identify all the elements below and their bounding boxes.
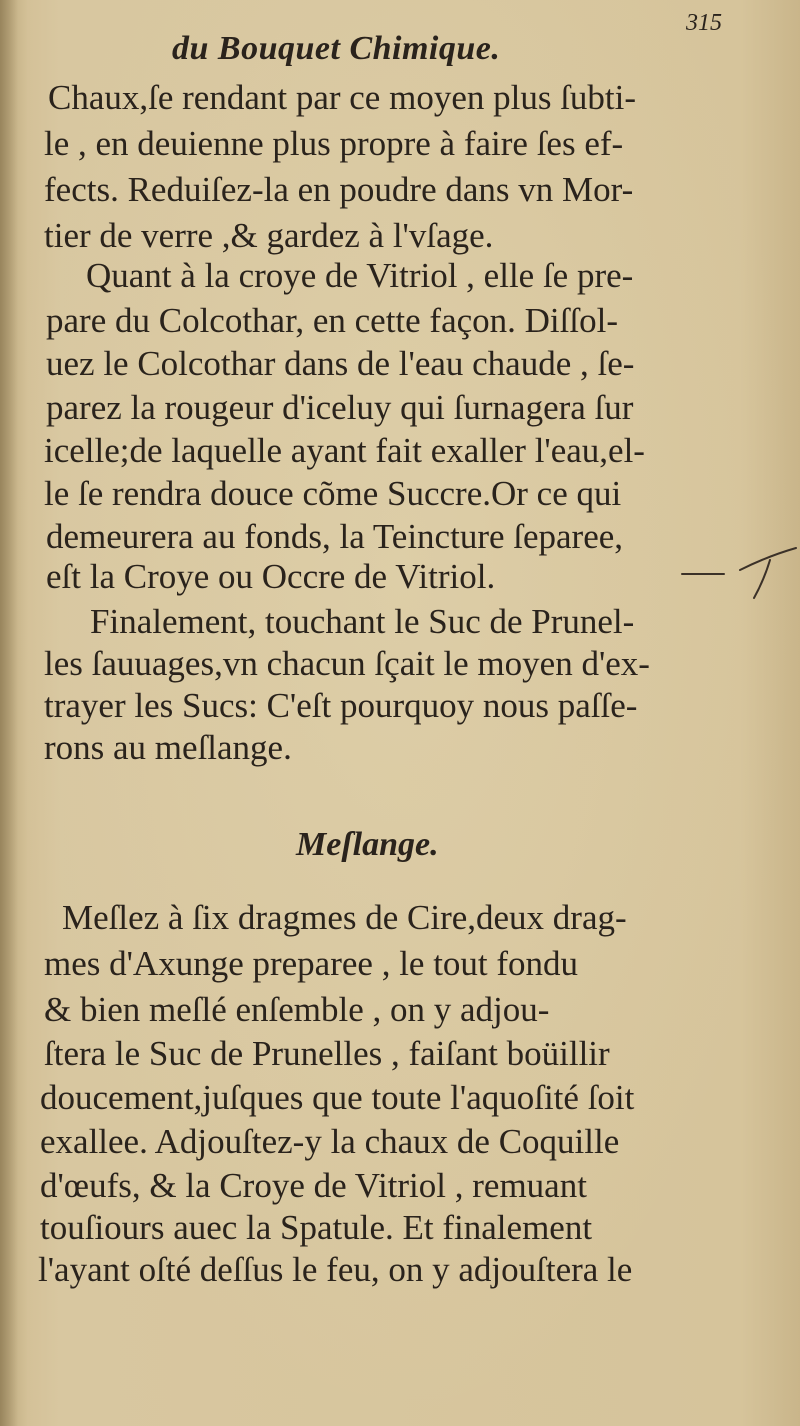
text-line: tier de verre ,& gardez à l'vſage. — [44, 216, 494, 255]
text-line: touſiours auec la Spatule. Et finalement — [40, 1208, 593, 1247]
text-line: Chaux,ſe rendant par ce moyen plus ſubti- — [48, 78, 637, 117]
text-line: fects. Reduiſez-la en poudre dans vn Mor- — [44, 170, 634, 209]
running-head: du Bouquet Chimique. — [172, 30, 501, 67]
text-line: doucement,juſques que toute l'aquoſité ſoit — [40, 1078, 635, 1117]
text-line: le ſe rendra douce cõme Succre.Or ce qui — [44, 474, 622, 513]
text-line: rons au meſlange. — [44, 728, 292, 767]
text-line: mes d'Axunge preparee , le tout fondu — [44, 944, 579, 983]
text-line: le , en deuienne plus propre à faire ſes ef- — [44, 124, 624, 163]
text-line: & bien meſlé enſemble , on y adjou- — [44, 990, 550, 1029]
text-line: d'œufs, & la Croye de Vitriol , remuant — [40, 1166, 587, 1205]
text-line: uez le Colcothar dans de l'eau chaude , ſe- — [46, 344, 635, 383]
text-line: exallee. Adjouſtez-y la chaux de Coquille — [40, 1122, 620, 1161]
text-line: les ſauuages,vn chacun ſçait le moyen d'ex- — [44, 644, 650, 683]
text-line: l'ayant oſté deſſus le feu, on y adjouſtera le — [38, 1250, 633, 1289]
section-heading: Meſlange. — [296, 826, 439, 863]
text-line: trayer les Sucs: C'eſt pourquoy nous paſſe- — [44, 686, 638, 725]
text-line: Finalement, touchant le Suc de Prunel- — [90, 602, 635, 641]
text-line: icelle;de laquelle ayant fait exaller l'eau,el- — [44, 431, 645, 470]
handwritten-margin-mark — [678, 520, 798, 600]
page-number: 315 — [686, 10, 722, 36]
text-line: Quant à la croye de Vitriol , elle ſe pre- — [86, 256, 634, 295]
spine-shadow — [0, 0, 18, 1426]
text-line: parez la rougeur d'iceluy qui ſurnagera ſur — [46, 388, 634, 427]
text-line: Meſlez à ſix dragmes de Cire,deux drag- — [62, 898, 627, 937]
text-line: ſtera le Suc de Prunelles , faiſant boüillir — [44, 1034, 610, 1073]
text-line: pare du Colcothar, en cette façon. Diſſol- — [46, 301, 618, 340]
text-line: eſt la Croye ou Occre de Vitriol. — [46, 557, 496, 596]
text-line: demeurera au fonds, la Teincture ſeparee, — [46, 517, 624, 556]
